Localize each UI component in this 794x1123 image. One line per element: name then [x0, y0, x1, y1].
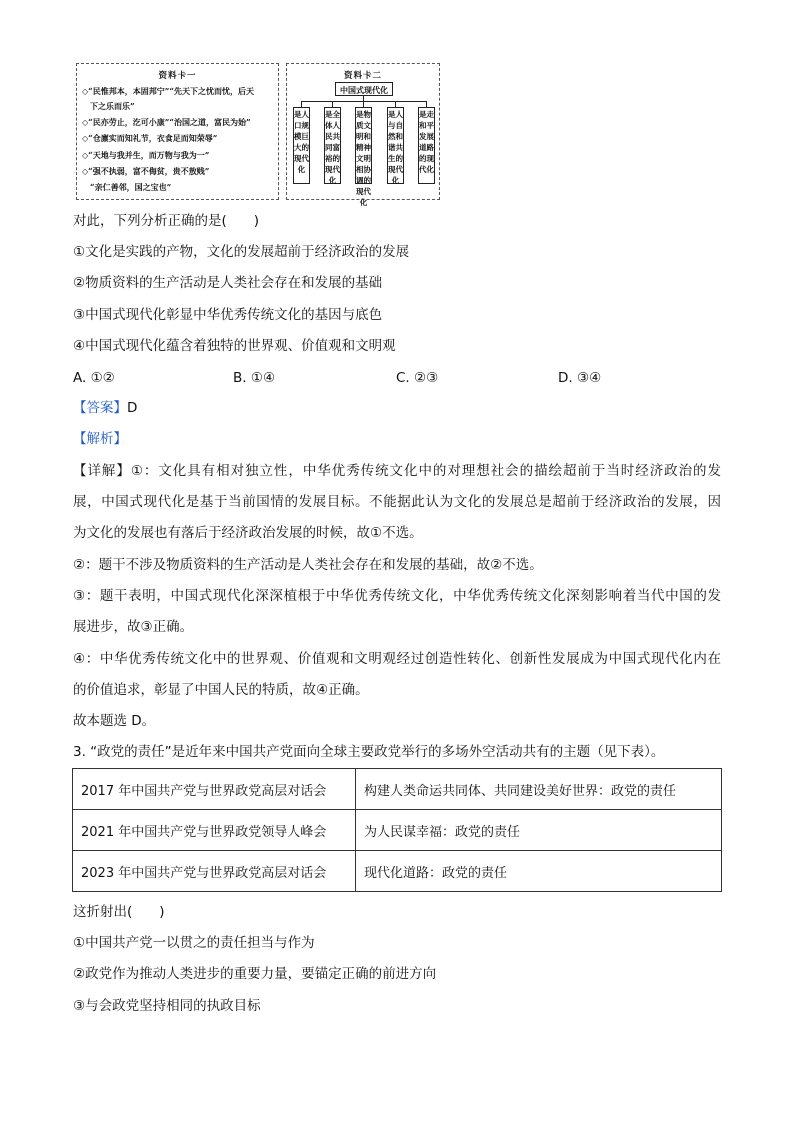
question3-sub-stem: 这折射出( ): [73, 904, 165, 920]
option-c: C. ②③: [396, 370, 439, 386]
detail-line: 展进步，故③正确。: [73, 619, 194, 635]
detail-label: 【详解】: [73, 463, 131, 479]
statement-item: ①中国共产党一以贯之的责任担当与作为: [73, 935, 315, 951]
feature-box: [387, 107, 404, 184]
detail-line: 展，中国式现代化是基于当前国情的发展目标。不能据此认为文化的发展总是超前于经济政治的发展，因: [73, 494, 721, 510]
analysis-label: 【解析】: [73, 431, 127, 447]
detail-line: [73, 461, 721, 481]
material-card-one: [76, 63, 279, 200]
statement-item: ④中国式现代化蕴含着独特的世界观、价值观和文明观: [73, 338, 396, 354]
option-b: B. ①④: [233, 370, 276, 386]
table-row: [73, 851, 722, 892]
detail-line: 为文化的发展也有落后于经济政治发展的时候，故①不选。: [73, 525, 423, 541]
table-cell: 构建人类命运共同体、共同建设美好世界：政党的责任: [356, 769, 722, 810]
detail-line: 的价值追求，彰显了中国人民的特质，故④正确。: [73, 682, 369, 698]
table-cell: 2017 年中国共产党与世界政党高层对话会: [73, 769, 356, 810]
feature-box: [324, 107, 341, 184]
detail-line: ④：中华优秀传统文化中的世界观、价值观和文明观经过创造性转化、创新性发展成为中国式现代化内在: [73, 651, 721, 667]
dialogue-table: [72, 768, 722, 892]
feature-text: 是物质文明和精神文明相协调的现代化: [356, 110, 371, 207]
feature-text: 是人与自然和谐共生的现代化: [388, 110, 403, 185]
modernization-center-box: 中国式现代化: [335, 82, 393, 96]
feature-text: 是人口规模巨大的现代化: [294, 110, 309, 174]
card-one-line: ◇“仓廪实而知礼节，衣食足而知荣辱”: [82, 133, 218, 143]
card-one-line: ◇“民亦劳止，汔可小康”“治国之道，富民为始”: [82, 117, 251, 127]
detail-line: ②：题干不涉及物质资料的生产活动是人类社会存在和发展的基础，故②不选。: [73, 557, 543, 573]
feature-text: 是走和平发展道路的现代化: [419, 110, 434, 174]
detail-text: ①：文化具有相对独立性，中华优秀传统文化中的对理想社会的描绘超前于当时经济政治的发: [130, 463, 721, 479]
table-cell: 现代化道路：政党的责任: [356, 851, 722, 892]
answer-line: [73, 398, 137, 418]
table-cell: 2023 年中国共产党与世界政党高层对话会: [73, 851, 356, 892]
table-row: [73, 810, 722, 851]
feature-box: [293, 107, 310, 184]
detail-line: ③：题干表明，中国式现代化深深植根于中华优秀传统文化，中华优秀传统文化深刻影响着当代中国的发: [73, 588, 721, 604]
card-one-line: ◇“民惟邦本，本固邦宁”“先天下之忧而忧，后天: [82, 86, 254, 96]
feature-box: [355, 107, 372, 207]
question3-stem: 3. “政党的责任”是近年来中国共产党面向全球主要政党举行的多场外空活动共有的主题（见下表）。: [73, 744, 665, 760]
card-one-line: ◇“强不执弱，富不侮贫，贵不敖贱”: [82, 166, 210, 176]
feature-box: [418, 107, 435, 184]
card-one-title: 资料卡一: [158, 71, 197, 81]
feature-text: 是全体人民共同富裕的现代化: [325, 110, 340, 185]
option-a: A. ①②: [73, 370, 115, 386]
option-d: D. ③④: [558, 370, 602, 386]
material-card-two: [286, 63, 440, 207]
statement-item: ②政党作为推动人类进步的重要力量，要锚定正确的前进方向: [73, 966, 437, 982]
table-cell: 为人民谋幸福：政党的责任: [356, 810, 722, 851]
card-two-title: 资料卡二: [343, 71, 382, 81]
conclusion-line: 故本题选 D。: [73, 713, 156, 729]
card-one-line: “亲仁善邻，国之宝也”: [90, 182, 172, 192]
table-row: [73, 769, 722, 810]
answer-label: 【答案】: [73, 400, 127, 416]
card-one-line: ◇“天地与我并生，而万物与我为一”: [82, 150, 210, 160]
statement-item: ③中国式现代化彰显中华优秀传统文化的基因与底色: [73, 307, 383, 323]
card-one-line: 下之乐而乐”: [90, 101, 135, 111]
answer-value: D: [127, 400, 138, 416]
question-stem: 对此，下列分析正确的是( ): [73, 213, 260, 229]
statement-item: ②物质资料的生产活动是人类社会存在和发展的基础: [73, 275, 383, 291]
table-cell: 2021 年中国共产党与世界政党领导人峰会: [73, 810, 356, 851]
statement-item: ①文化是实践的产物，文化的发展超前于经济政治的发展: [73, 244, 410, 260]
tree-connector: [301, 101, 427, 102]
statement-item: ③与会政党坚持相同的执政目标: [73, 998, 261, 1014]
